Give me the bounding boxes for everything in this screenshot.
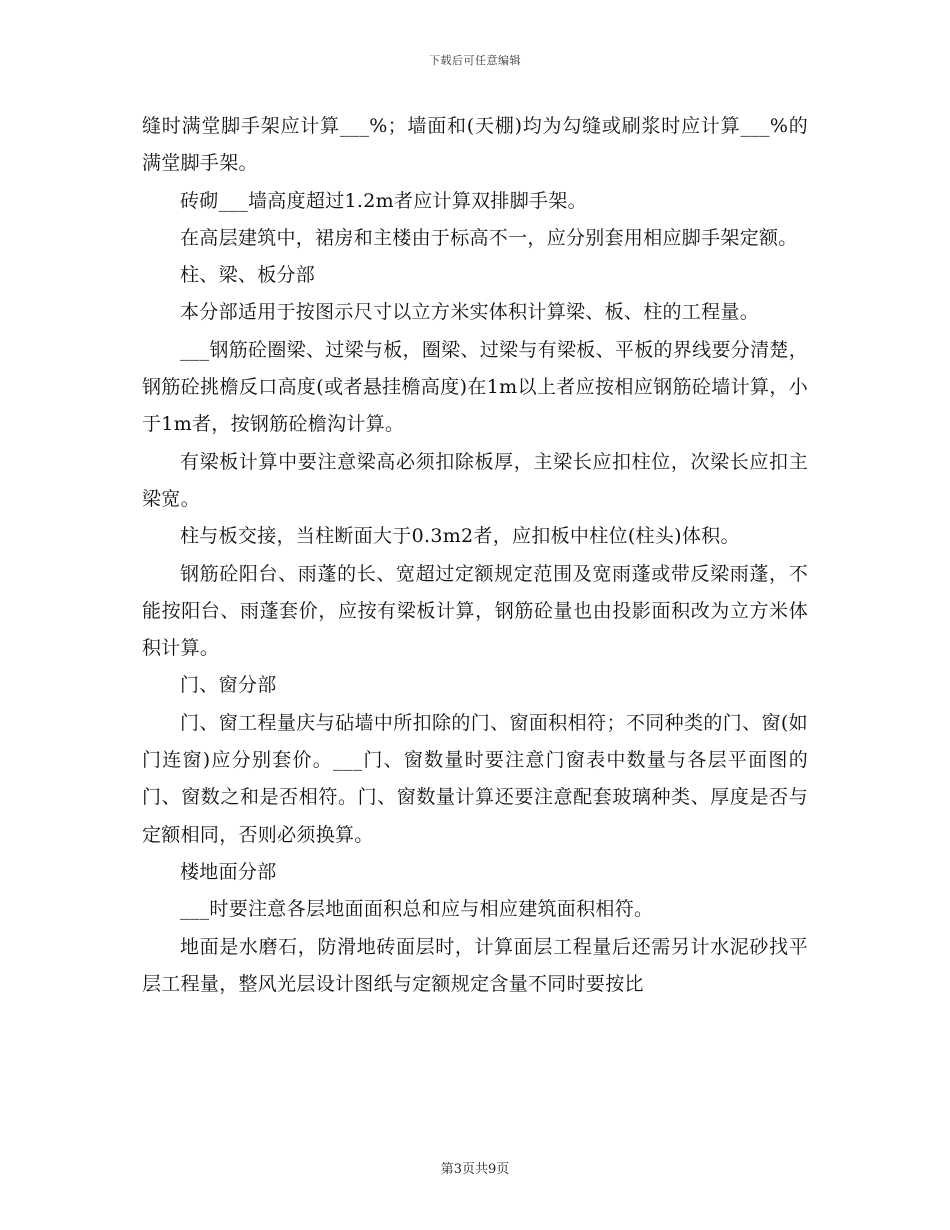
page-number: 第3页共9页 <box>440 1162 510 1177</box>
paragraph: 地面是水磨石，防滑地砖面层时，计算面层工程量后还需另计水泥砂找平层工程量，整风光层设计图纸与定额规定含量不同时要按比 <box>142 935 808 995</box>
paragraph: 柱与板交接，当柱断面大于0.3m2者，应扣板中柱位(柱头)体积。 <box>180 525 740 548</box>
paragraph: 钢筋砼阳台、雨蓬的长、宽超过定额规定范围及宽雨蓬或带反梁雨蓬，不能按阳台、雨蓬套价，应按有梁板计算，钢筋砼量也由投影面积改为立方米体积计算。 <box>142 562 808 660</box>
section-heading-floors: 楼地面分部 <box>180 860 277 883</box>
paragraph: 在高层建筑中，裙房和主楼由于标高不一，应分别套用相应脚手架定额。 <box>180 226 798 249</box>
paragraph: ___时要注意各层地面面积总和应与相应建筑面积相符。 <box>180 898 654 921</box>
paragraph-continuation: 缝时满堂脚手架应计算___%；墙面和(天棚)均为勾缝或刷浆时应计算___%的满堂脚手架。 <box>142 115 808 175</box>
paragraph: ___钢筋砼圈梁、过梁与板，圈梁、过梁与有梁板、平板的界线要分清楚，钢筋砼挑檐反口高度(或者悬挂檐高度)在1m以上者应按相应钢筋砼墙计算，小于1m者，按钢筋砼檐沟计算。 <box>142 338 808 436</box>
document-body <box>142 108 808 1003</box>
page-header-note: 下载后可任意编辑 <box>429 54 521 67</box>
paragraph: 本分部适用于按图示尺寸以立方米实体积计算梁、板、柱的工程量。 <box>180 301 760 324</box>
section-heading-columns-beams-slabs: 柱、梁、板分部 <box>180 264 316 287</box>
paragraph: 砖砌___墙高度超过1.2m者应计算双排脚手架。 <box>180 189 587 212</box>
paragraph: 门、窗工程量庆与砧墙中所扣除的门、窗面积相符；不同种类的门、窗(如门连窗)应分别套价。___门、窗数量时要注意门窗表中数量与各层平面图的门、窗数之和是否相符。门、窗数量计算还要注意配套玻璃种类、厚度是否与定额相同，否则必须换算。 <box>142 711 808 846</box>
paragraph: 有梁板计算中要注意梁高必须扣除板厚，主梁长应扣柱位，次梁长应扣主梁宽。 <box>142 450 808 510</box>
section-heading-doors-windows: 门、窗分部 <box>180 674 277 697</box>
